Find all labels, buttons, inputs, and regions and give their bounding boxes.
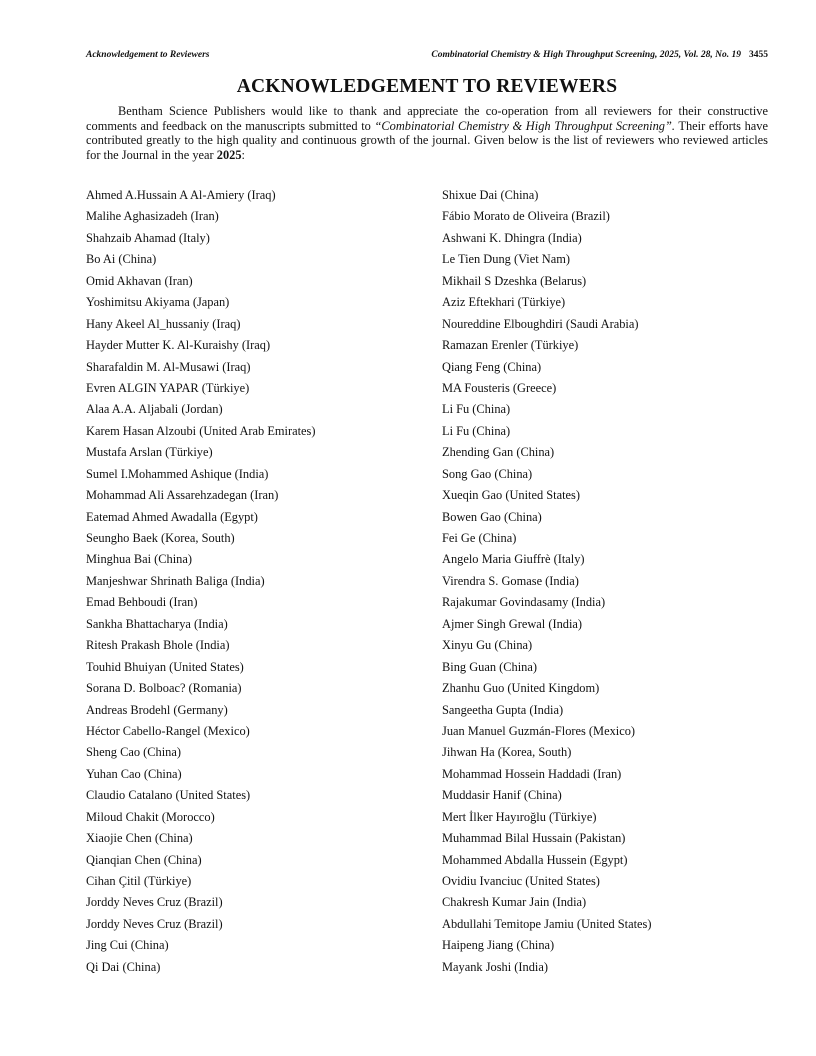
reviewer-name: Shixue Dai (China) [442, 188, 539, 202]
reviewer-name: Héctor Cabello-Rangel (Mexico) [86, 723, 250, 738]
reviewer-name: Jorddy Neves Cruz (Brazil) [86, 895, 223, 910]
reviewer-name: Qianqian Chen (China) [86, 852, 202, 867]
reviewer-list-right-column [442, 185, 772, 978]
reviewer-name: Malihe Aghasizadeh (Iran) [86, 209, 219, 224]
reviewer-name: Xueqin Gao (United States) [442, 488, 580, 503]
reviewer-name: Noureddine Elboughdiri (Saudi Arabia) [442, 316, 639, 331]
reviewer-name: Shahzaib Ahamad (Italy) [86, 230, 210, 245]
reviewer-name: Yuhan Cao (China) [86, 766, 182, 781]
reviewer-name: Touhid Bhuiyan (United States) [86, 659, 244, 674]
reviewer-name: Li Fu (China) [442, 423, 511, 438]
reviewer-name: Cihan Çitil (Türkiye) [86, 874, 192, 888]
reviewer-name: Yoshimitsu Akiyama (Japan) [86, 295, 230, 310]
reviewer-name: Mohammad Ali Assarehzadegan (Iran) [86, 488, 279, 503]
reviewer-name: Ritesh Prakash Bhole (India) [86, 638, 230, 653]
reviewer-name: Sorana D. Bolboac? (Romania) [86, 681, 242, 696]
intro-text-1: Bentham Science Publishers would like to thank and appreciate the co-operation from all reviewers for their constructive comments and feedback on the manuscripts submitted to [86, 104, 768, 133]
reviewer-name: Le Tien Dung (Viet Nam) [442, 252, 570, 267]
reviewer-name: Bowen Gao (China) [442, 509, 542, 524]
reviewer-name: Sumel I.Mohammed Ashique (India) [86, 466, 269, 481]
reviewer-list-left-column [86, 185, 416, 978]
reviewer-name: Qi Dai (China) [86, 959, 161, 974]
reviewer-name: Muddasir Hanif (China) [442, 788, 562, 803]
reviewer-name: Li Fu (China) [442, 402, 511, 417]
reviewer-name: Jing Cui (China) [86, 938, 169, 953]
page-number: 3455 [749, 50, 768, 60]
reviewer-name: Xiaojie Chen (China) [86, 831, 193, 846]
reviewer-name: Claudio Catalano (United States) [86, 788, 251, 803]
running-header-section: Acknowledgement to Reviewers [86, 50, 210, 60]
reviewer-name: Haipeng Jiang (China) [442, 938, 555, 953]
reviewer-name: Fábio Morato de Oliveira (Brazil) [442, 209, 610, 224]
reviewer-name: Alaa A.A. Aljabali (Jordan) [86, 402, 223, 417]
reviewer-name: Mayank Joshi (India) [442, 959, 548, 974]
reviewer-name: Zhending Gan (China) [442, 445, 555, 460]
reviewer-name: Zhanhu Guo (United Kingdom) [442, 681, 600, 696]
intro-text-2: Their efforts have contributed greatly to the high quality and continuous growth of the journal. Given below is the list of reviewers who reviewed articles for the Journal in the year [86, 118, 768, 162]
reviewer-name: Omid Akhavan (Iran) [86, 273, 193, 288]
reviewer-name: Karem Hasan Alzoubi (United Arab Emirates) [86, 423, 316, 438]
intro-paragraph [86, 104, 768, 162]
reviewer-name: Minghua Bai (China) [86, 552, 192, 567]
reviewer-name: Mohammad Hossein Haddadi (Iran) [442, 766, 622, 781]
reviewer-name: Bing Guan (China) [442, 659, 537, 674]
reviewer-name: Qiang Feng (China) [442, 359, 542, 374]
reviewer-name: Rajakumar Govindasamy (India) [442, 595, 606, 610]
reviewer-name: Song Gao (China) [442, 466, 533, 481]
reviewer-name: Hany Akeel Al_hussaniy (Iraq) [86, 316, 241, 331]
reviewer-name: Manjeshwar Shrinath Baliga (India) [86, 573, 265, 588]
reviewer-name: Emad Behboudi (Iran) [86, 595, 198, 610]
reviewer-name: Aziz Eftekhari (Türkiye) [442, 295, 566, 310]
reviewer-name: Fei Ge (China) [442, 531, 517, 545]
review-year: 2025 [216, 147, 242, 162]
reviewer-name: Ovidiu Ivanciuc (United States) [442, 874, 600, 888]
reviewer-name: Jihwan Ha (Korea, South) [442, 745, 572, 760]
reviewer-name: Mert İlker Hayıroğlu (Türkiye) [442, 809, 597, 824]
reviewer-name: Muhammad Bilal Hussain (Pakistan) [442, 831, 626, 846]
reviewer-name: Bo Ai (China) [86, 252, 157, 267]
reviewer-name: Miloud Chakit (Morocco) [86, 809, 215, 824]
reviewer-name: Xinyu Gu (China) [442, 638, 533, 653]
reviewer-name: Evren ALGIN YAPAR (Türkiye) [86, 380, 250, 395]
reviewer-name: Sharafaldin M. Al-Musawi (Iraq) [86, 359, 251, 374]
reviewer-name: Angelo Maria Giuffrè (Italy) [442, 552, 585, 567]
reviewer-name: Mohammed Abdalla Hussein (Egypt) [442, 852, 628, 867]
reviewer-name: Mikhail S Dzeshka (Belarus) [442, 273, 587, 288]
journal-name: “Combinatorial Chemistry & High Throughput Screening”. [374, 118, 675, 133]
reviewer-name: Sheng Cao (China) [86, 745, 181, 760]
reviewer-name: Andreas Brodehl (Germany) [86, 702, 228, 717]
reviewer-name: Sangeetha Gupta (India) [442, 702, 564, 717]
reviewer-name: Mustafa Arslan (Türkiye) [86, 445, 213, 460]
reviewer-name: MA Fousteris (Greece) [442, 380, 557, 395]
reviewer-name: Ahmed A.Hussain A Al-Amiery (Iraq) [86, 188, 276, 202]
reviewer-name: Ajmer Singh Grewal (India) [442, 616, 583, 631]
reviewer-name: Eatemad Ahmed Awadalla (Egypt) [86, 509, 258, 524]
reviewer-name: Hayder Mutter K. Al-Kuraishy (Iraq) [86, 338, 271, 353]
page-title: ACKNOWLEDGEMENT TO REVIEWERS [236, 76, 618, 97]
reviewer-name: Virendra S. Gomase (India) [442, 573, 579, 588]
running-header [86, 50, 768, 60]
reviewer-name: Ramazan Erenler (Türkiye) [442, 338, 579, 353]
reviewer-name: Abdullahi Temitope Jamiu (United States) [442, 916, 652, 931]
reviewer-name: Ashwani K. Dhingra (India) [442, 230, 582, 245]
journal-citation: Combinatorial Chemistry & High Throughput Screening, 2025, Vol. 28, No. 19 [431, 50, 741, 60]
reviewer-name: Chakresh Kumar Jain (India) [442, 895, 587, 910]
intro-text-3: : [241, 147, 245, 162]
reviewer-name: Jorddy Neves Cruz (Brazil) [86, 916, 223, 931]
reviewer-name: Seungho Baek (Korea, South) [86, 531, 235, 545]
reviewer-name: Sankha Bhattacharya (India) [86, 616, 228, 631]
reviewer-name: Juan Manuel Guzmán-Flores (Mexico) [442, 723, 636, 738]
running-header-journal-info [431, 50, 768, 60]
